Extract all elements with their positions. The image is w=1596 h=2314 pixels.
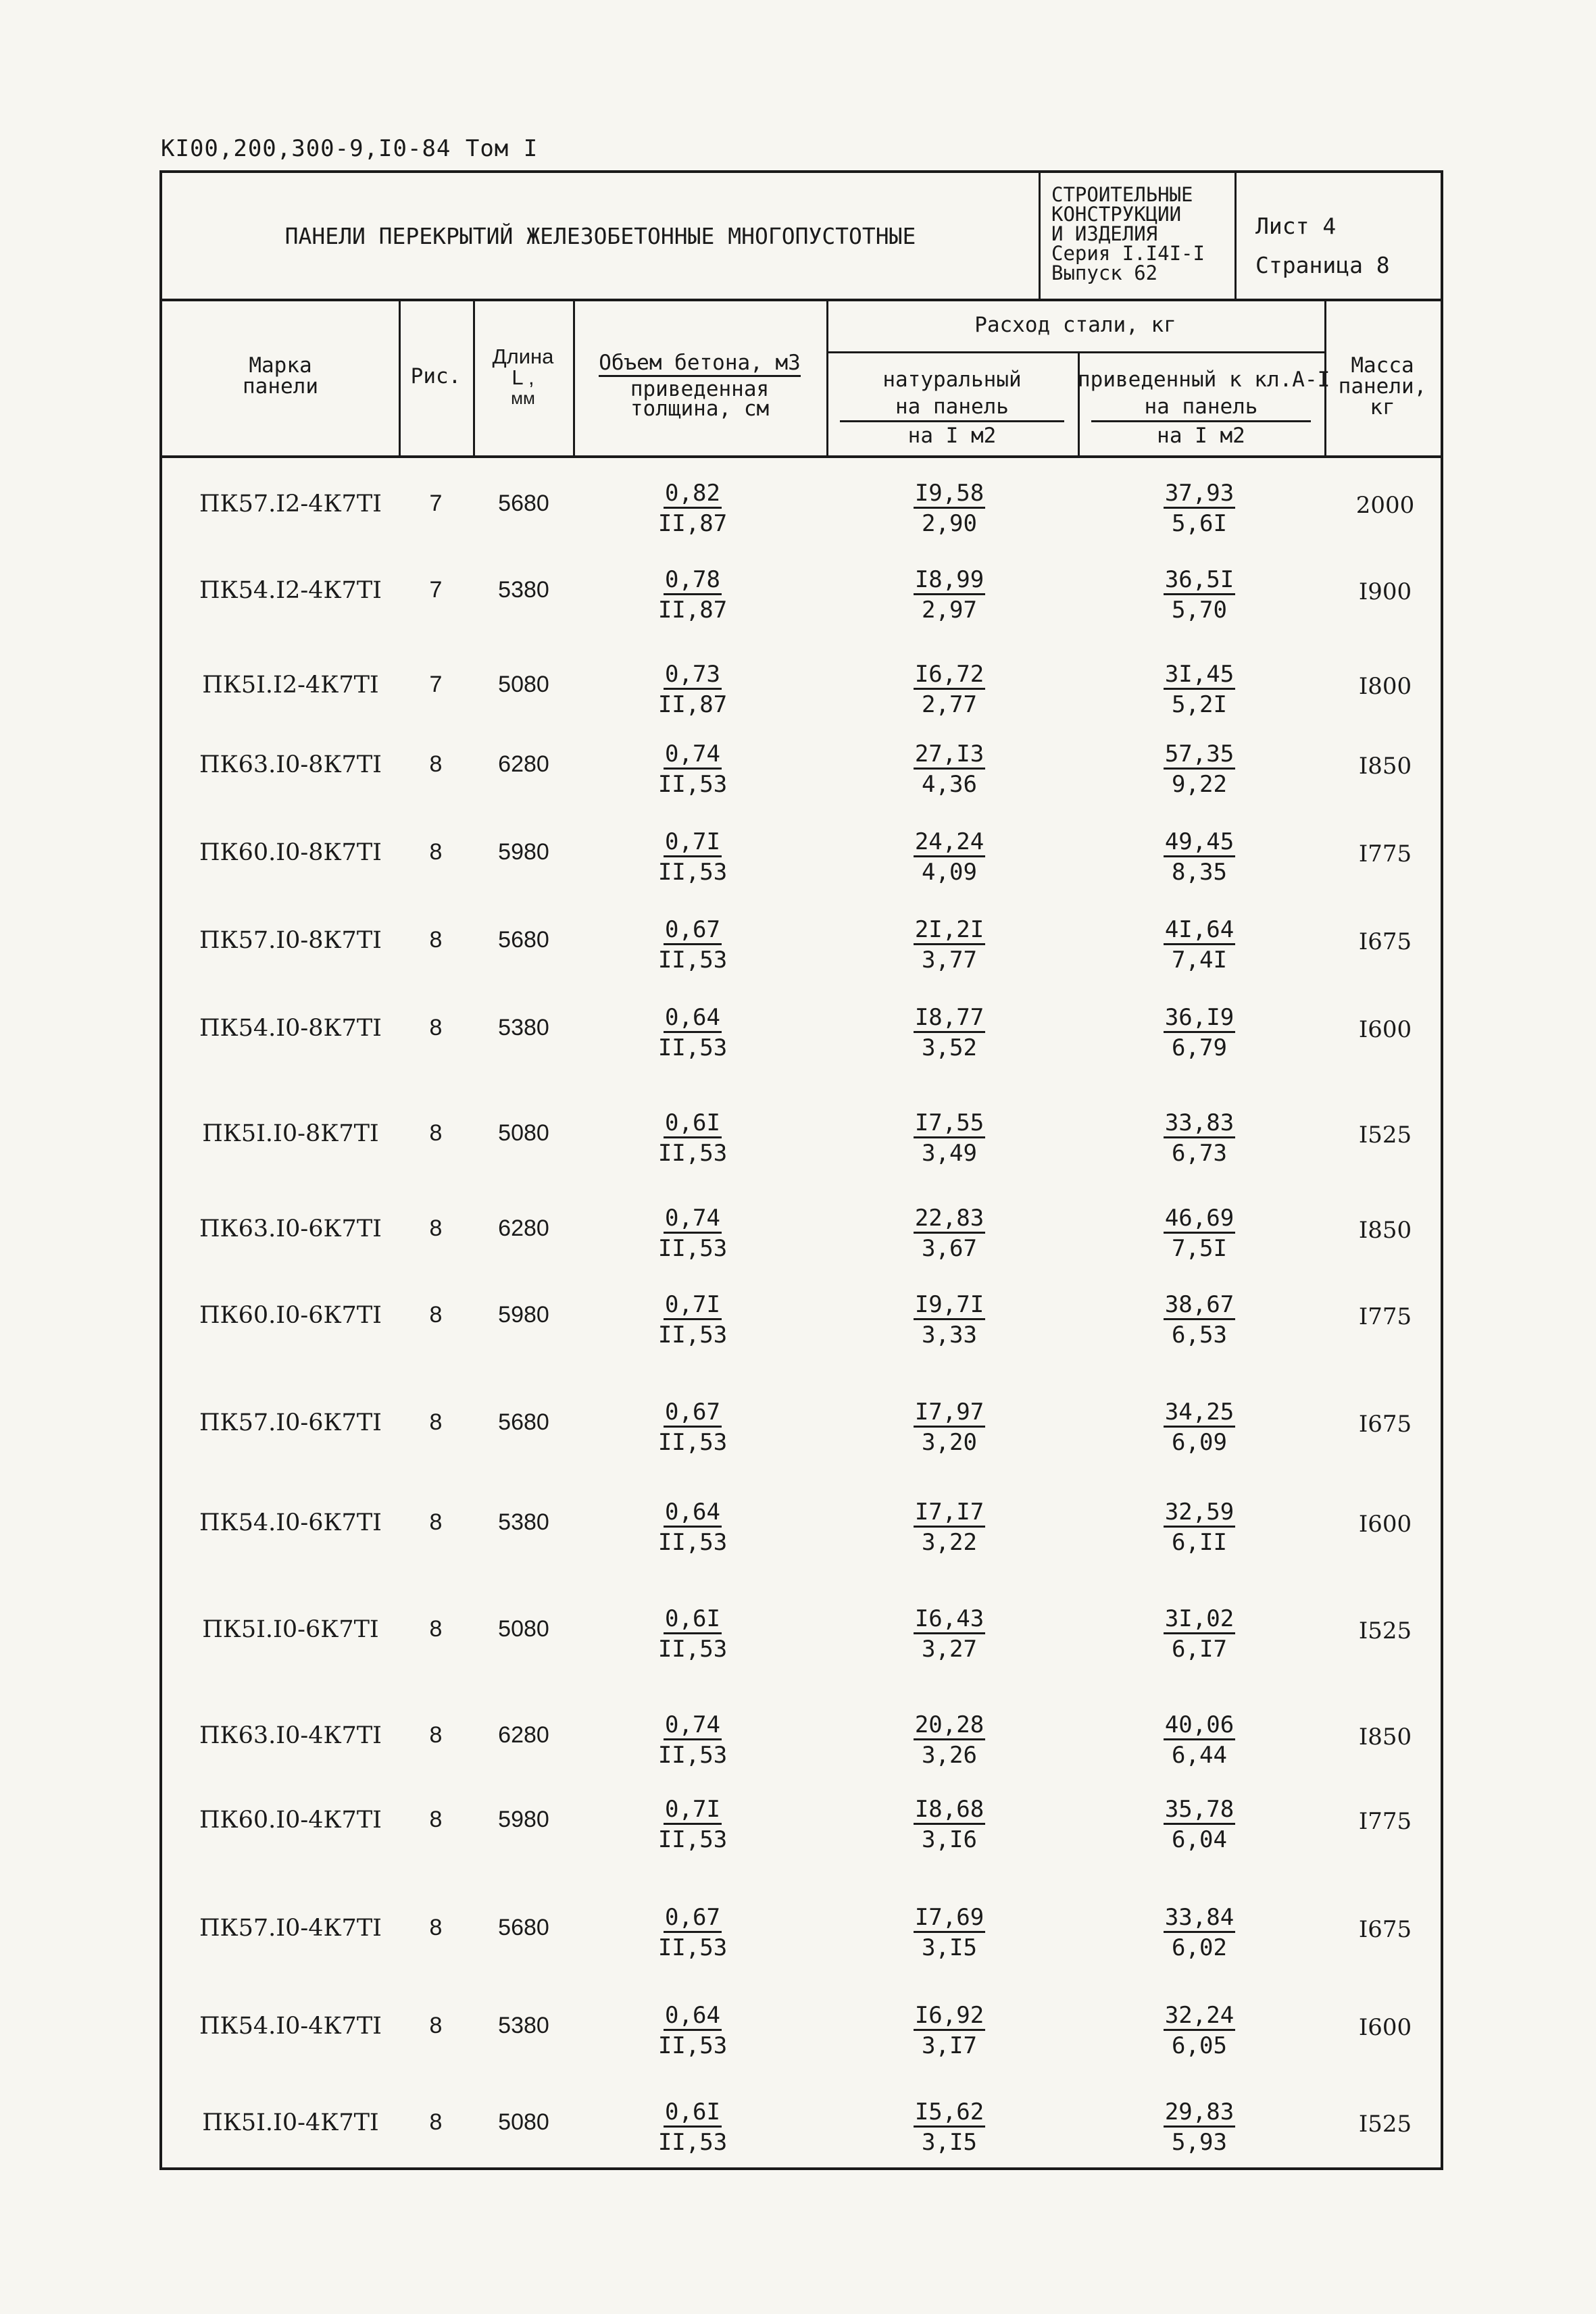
- series-block: [1041, 173, 1237, 299]
- figure-number: 8: [429, 1215, 443, 1241]
- steel-reduced-top: 3I,45: [1164, 661, 1235, 690]
- steel-reduced-bottom: 9,22: [1172, 771, 1227, 798]
- steel-reduced-bottom: 6,79: [1172, 1034, 1227, 1061]
- steel-natural: [838, 1497, 1061, 1557]
- panel-mass: I850: [1358, 753, 1412, 780]
- panel-mass: I775: [1358, 1303, 1412, 1330]
- panel-mark: ПК63.I0-6К7ТI: [199, 1215, 382, 1242]
- table-row: [162, 739, 1441, 813]
- series-line: СТРОИТЕЛЬНЫЕ: [1051, 183, 1193, 206]
- concrete-volume: [581, 1003, 804, 1063]
- col-volume-label: [573, 353, 826, 419]
- steel-natural-bottom: 3,67: [922, 1235, 977, 1262]
- panel-length: 5380: [498, 1015, 549, 1040]
- steel-reduced-bottom: 6,02: [1172, 1934, 1227, 1961]
- steel-natural-top: 20,28: [914, 1711, 985, 1740]
- col-mass-label: [1324, 355, 1441, 418]
- table-row: [162, 1794, 1441, 1869]
- panel-mass: 2000: [1355, 492, 1415, 519]
- panel-mass: I600: [1358, 2014, 1412, 2041]
- steel-reduced-bottom: 6,53: [1172, 1322, 1227, 1349]
- concrete-volume-top: 0,6I: [664, 1605, 722, 1634]
- figure-number: 8: [429, 1915, 443, 1940]
- panel-mass: I525: [1358, 1122, 1412, 1149]
- table-row: [162, 1003, 1441, 1077]
- steel-reduced-bottom: 5,70: [1172, 597, 1227, 624]
- panel-length: 5680: [498, 927, 549, 953]
- concrete-volume: [581, 2097, 804, 2157]
- steel-natural: [838, 1604, 1061, 1664]
- steel-natural: [838, 1203, 1061, 1263]
- steel-natural-bottom: 3,49: [922, 1140, 977, 1167]
- steel-natural: [838, 478, 1061, 538]
- col-reduced-label: [1078, 366, 1330, 449]
- steel-natural-top: 22,83: [914, 1205, 985, 1234]
- document-title: ПАНЕЛИ ПЕРЕКРЫТИЙ ЖЕЛЕЗОБЕТОННЫЕ МНОГОПУСТОТНЫЕ: [162, 173, 1041, 299]
- steel-reduced-top: 37,93: [1164, 480, 1235, 509]
- steel-reduced: [1088, 2001, 1311, 2061]
- steel-reduced-bottom: 6,09: [1172, 1429, 1227, 1456]
- panel-mark: ПК5I.I0-8К7ТI: [202, 1120, 379, 1147]
- col-natural-title: натуральный: [882, 368, 1022, 392]
- figure-number: 8: [429, 1616, 443, 1642]
- panel-mass: I600: [1358, 1016, 1412, 1043]
- series-line: И ИЗДЕЛИЯ: [1051, 222, 1158, 245]
- table-row: [162, 1903, 1441, 1977]
- panel-length: 5080: [498, 672, 549, 697]
- steel-natural: [838, 1794, 1061, 1855]
- sheet-number: Лист 4: [1255, 213, 1337, 239]
- panel-mass: I800: [1358, 673, 1412, 700]
- concrete-volume-top: 0,64: [664, 1004, 722, 1033]
- figure-number: 7: [429, 577, 443, 603]
- concrete-volume-bottom: II,53: [657, 1742, 728, 1769]
- col-fig-label: Рис.: [410, 364, 462, 388]
- panel-mark: ПК5I.I0-6К7ТI: [202, 1616, 379, 1643]
- steel-natural: [838, 2097, 1061, 2157]
- figure-number: 8: [429, 927, 443, 953]
- concrete-volume-top: 0,67: [664, 1904, 722, 1933]
- steel-natural: [838, 1903, 1061, 1963]
- steel-natural-bottom: 3,I5: [922, 1934, 977, 1961]
- steel-reduced-top: 46,69: [1164, 1205, 1235, 1234]
- panel-mass: I850: [1358, 1724, 1412, 1751]
- panel-length: 5080: [498, 1120, 549, 1146]
- steel-reduced-bottom: 6,73: [1172, 1140, 1227, 1167]
- steel-natural: [838, 915, 1061, 975]
- panel-length: 5380: [498, 577, 549, 603]
- figure-number: 8: [429, 1509, 443, 1535]
- steel-reduced: [1088, 1794, 1311, 1855]
- concrete-volume: [581, 827, 804, 887]
- panel-mark: ПК63.I0-8К7ТI: [199, 751, 382, 778]
- concrete-volume-bottom: II,53: [657, 947, 728, 974]
- col-reduced-per-m2: на I м2: [1157, 424, 1245, 448]
- concrete-volume-bottom: II,53: [657, 1934, 728, 1961]
- concrete-volume-top: 0,74: [664, 1205, 722, 1234]
- steel-natural-bottom: 3,52: [922, 1034, 977, 1061]
- table-frame: [159, 170, 1443, 2170]
- concrete-volume: [581, 1397, 804, 1457]
- steel-reduced-top: 4I,64: [1164, 916, 1235, 945]
- steel-natural-top: 24,24: [914, 828, 985, 857]
- col-length-line3: мм: [511, 388, 535, 408]
- steel-natural: [838, 827, 1061, 887]
- steel-natural-top: I7,55: [914, 1109, 985, 1138]
- table-row: [162, 2097, 1441, 2171]
- steel-natural-top: I8,68: [914, 1796, 985, 1825]
- concrete-volume: [581, 1794, 804, 1855]
- col-reduced-title: приведенный к кл.А-I: [1078, 368, 1330, 392]
- concrete-volume-bottom: II,53: [657, 859, 728, 886]
- steel-reduced-top: 40,06: [1164, 1711, 1235, 1740]
- figure-number: 8: [429, 839, 443, 865]
- steel-reduced: [1088, 565, 1311, 625]
- steel-reduced-top: 38,67: [1164, 1291, 1235, 1320]
- concrete-volume-bottom: II,87: [657, 510, 728, 537]
- steel-reduced: [1088, 915, 1311, 975]
- panel-length: 5980: [498, 1807, 549, 1832]
- panel-mark: ПК54.I0-6К7ТI: [199, 1509, 382, 1536]
- steel-reduced: [1088, 1497, 1311, 1557]
- concrete-volume-top: 0,67: [664, 1399, 722, 1428]
- steel-natural-bottom: 3,I7: [922, 2032, 977, 2059]
- concrete-volume-top: 0,67: [664, 916, 722, 945]
- concrete-volume: [581, 659, 804, 720]
- table-row: [162, 915, 1441, 989]
- steel-reduced-bottom: 7,4I: [1172, 947, 1227, 974]
- steel-natural-bottom: 4,09: [922, 859, 977, 886]
- figure-number: 8: [429, 2013, 443, 2038]
- panel-mark: ПК60.I0-6К7ТI: [199, 1302, 382, 1329]
- panel-length: 5680: [498, 1409, 549, 1435]
- steel-reduced: [1088, 478, 1311, 538]
- steel-reduced: [1088, 1397, 1311, 1457]
- panel-length: 6280: [498, 751, 549, 777]
- steel-reduced: [1088, 1108, 1311, 1168]
- table-row: [162, 659, 1441, 734]
- steel-natural-top: 27,I3: [914, 740, 985, 770]
- panel-mass: I675: [1358, 928, 1412, 955]
- figure-number: 8: [429, 2109, 443, 2135]
- concrete-volume: [581, 2001, 804, 2061]
- page-number: Страница 8: [1255, 252, 1390, 278]
- panel-length: 5080: [498, 1616, 549, 1642]
- panel-mass: I525: [1358, 2111, 1412, 2138]
- steel-natural-top: I8,99: [914, 566, 985, 595]
- concrete-volume-bottom: II,53: [657, 1235, 728, 1262]
- concrete-volume: [581, 1108, 804, 1168]
- steel-natural-top: I6,92: [914, 2002, 985, 2031]
- concrete-volume-top: 0,74: [664, 1711, 722, 1740]
- table-row: [162, 1710, 1441, 1784]
- steel-natural-top: I7,I7: [914, 1499, 985, 1528]
- steel-reduced-top: 35,78: [1164, 1796, 1235, 1825]
- steel-reduced-top: 33,84: [1164, 1904, 1235, 1933]
- steel-reduced-top: 36,5I: [1164, 566, 1235, 595]
- concrete-volume-bottom: II,53: [657, 2129, 728, 2156]
- panel-mark: ПК60.I0-8К7ТI: [199, 839, 382, 866]
- panel-mark: ПК5I.I2-4К7ТI: [202, 672, 379, 699]
- figure-number: 7: [429, 491, 443, 516]
- steel-reduced-bottom: 7,5I: [1172, 1235, 1227, 1262]
- concrete-volume-top: 0,7I: [664, 1291, 722, 1320]
- concrete-volume-bottom: II,53: [657, 1429, 728, 1456]
- table-row: [162, 1497, 1441, 1571]
- panel-mark: ПК63.I0-4К7ТI: [199, 1722, 382, 1749]
- steel-natural-bottom: 3,33: [922, 1322, 977, 1349]
- concrete-volume-top: 0,73: [664, 661, 722, 690]
- panel-mass: I900: [1358, 578, 1412, 605]
- panel-length: 5380: [498, 2013, 549, 2038]
- steel-natural: [838, 2001, 1061, 2061]
- steel-natural-top: I7,97: [914, 1399, 985, 1428]
- panel-mark: ПК5I.I0-4К7ТI: [202, 2109, 379, 2136]
- panel-mass: I850: [1358, 1217, 1412, 1244]
- col-length-label: [473, 346, 573, 409]
- col-mass-line3: кг: [1370, 395, 1395, 420]
- steel-reduced-top: 29,83: [1164, 2098, 1235, 2128]
- steel-natural-top: I9,7I: [914, 1291, 985, 1320]
- steel-reduced-bottom: 6,05: [1172, 2032, 1227, 2059]
- concrete-volume-top: 0,7I: [664, 828, 722, 857]
- concrete-volume: [581, 1290, 804, 1350]
- concrete-volume-bottom: II,87: [657, 691, 728, 718]
- concrete-volume-bottom: II,53: [657, 1529, 728, 1556]
- steel-reduced-bottom: 8,35: [1172, 859, 1227, 886]
- panel-mass: I525: [1358, 1617, 1412, 1644]
- concrete-volume-top: 0,7I: [664, 1796, 722, 1825]
- panel-mass: I675: [1358, 1411, 1412, 1438]
- sheet-block: [1237, 173, 1441, 299]
- steel-reduced-bottom: 5,2I: [1172, 691, 1227, 718]
- table-row: [162, 1108, 1441, 1182]
- steel-natural-bottom: 4,36: [922, 771, 977, 798]
- concrete-volume: [581, 1604, 804, 1664]
- concrete-volume: [581, 1710, 804, 1770]
- steel-reduced-bottom: 5,93: [1172, 2129, 1227, 2156]
- panel-length: 5980: [498, 839, 549, 865]
- steel-reduced-top: 36,I9: [1164, 1004, 1235, 1033]
- panel-mark: ПК57.I0-6К7ТI: [199, 1409, 382, 1436]
- figure-number: 8: [429, 1120, 443, 1146]
- document-code: КI00,200,300-9,I0-84 Том I: [161, 135, 539, 162]
- steel-reduced-bottom: 6,I7: [1172, 1636, 1227, 1663]
- steel-natural-bottom: 3,27: [922, 1636, 977, 1663]
- figure-number: 8: [429, 1015, 443, 1040]
- table-row: [162, 1290, 1441, 1364]
- col-natural-per-m2: на I м2: [907, 424, 997, 448]
- figure-number: 8: [429, 1409, 443, 1435]
- concrete-volume-top: 0,82: [664, 480, 722, 509]
- panel-length: 5980: [498, 1302, 549, 1328]
- figure-number: 8: [429, 1302, 443, 1328]
- concrete-volume-bottom: II,53: [657, 1826, 728, 1853]
- table-row: [162, 1203, 1441, 1278]
- concrete-volume-top: 0,78: [664, 566, 722, 595]
- figure-number: 8: [429, 1807, 443, 1832]
- panel-mark: ПК57.I0-8К7ТI: [199, 927, 382, 954]
- steel-natural-bottom: 3,26: [922, 1742, 977, 1769]
- panel-mark: ПК57.I2-4К7ТI: [199, 491, 382, 518]
- figure-number: 7: [429, 672, 443, 697]
- steel-reduced: [1088, 1203, 1311, 1263]
- steel-reduced-bottom: 6,II: [1172, 1529, 1227, 1556]
- steel-reduced-top: 57,35: [1164, 740, 1235, 770]
- steel-reduced-bottom: 5,6I: [1172, 510, 1227, 537]
- steel-natural-bottom: 3,77: [922, 947, 977, 974]
- steel-reduced: [1088, 659, 1311, 720]
- concrete-volume-top: 0,74: [664, 740, 722, 770]
- steel-natural-top: I6,43: [914, 1605, 985, 1634]
- steel-natural-bottom: 3,I5: [922, 2129, 977, 2156]
- concrete-volume: [581, 1903, 804, 1963]
- table-row: [162, 1604, 1441, 1678]
- panel-mark: ПК54.I0-4К7ТI: [199, 2013, 382, 2040]
- panel-mass: I600: [1358, 1511, 1412, 1538]
- col-mark-label: [162, 355, 399, 397]
- table-row: [162, 565, 1441, 639]
- col-reduced-per-panel: на панель: [1091, 393, 1311, 422]
- panel-length: 6280: [498, 1722, 549, 1748]
- col-steel-label: Расход стали, кг: [974, 313, 1176, 337]
- col-volume-top: Объем бетона, м3: [599, 353, 801, 377]
- table-row: [162, 1397, 1441, 1472]
- steel-reduced-bottom: 6,44: [1172, 1742, 1227, 1769]
- col-natural-label: [826, 366, 1078, 449]
- steel-natural-bottom: 2,90: [922, 510, 977, 537]
- figure-number: 8: [429, 751, 443, 777]
- concrete-volume-top: 0,64: [664, 1499, 722, 1528]
- steel-natural: [838, 1710, 1061, 1770]
- series-line: Выпуск 62: [1051, 261, 1158, 284]
- concrete-volume: [581, 1497, 804, 1557]
- concrete-volume: [581, 915, 804, 975]
- table-row: [162, 2001, 1441, 2075]
- col-mass-line2: панели,: [1338, 374, 1427, 399]
- concrete-volume-bottom: II,53: [657, 2032, 728, 2059]
- steel-reduced-top: 32,24: [1164, 2002, 1235, 2031]
- steel-reduced: [1088, 1290, 1311, 1350]
- steel-reduced: [1088, 827, 1311, 887]
- col-length-line2: L ,: [512, 366, 534, 389]
- steel-natural-top: I5,62: [914, 2098, 985, 2128]
- panel-mark: ПК54.I2-4К7ТI: [199, 577, 382, 604]
- steel-reduced-top: 3I,02: [1164, 1605, 1235, 1634]
- steel-reduced-top: 34,25: [1164, 1399, 1235, 1428]
- concrete-volume-bottom: II,53: [657, 1322, 728, 1349]
- steel-natural-bottom: 3,20: [922, 1429, 977, 1456]
- concrete-volume: [581, 565, 804, 625]
- table-row: [162, 478, 1441, 553]
- steel-natural-top: I8,77: [914, 1004, 985, 1033]
- panel-mark: ПК57.I0-4К7ТI: [199, 1915, 382, 1942]
- concrete-volume-bottom: II,53: [657, 1636, 728, 1663]
- steel-reduced: [1088, 1710, 1311, 1770]
- steel-natural: [838, 1397, 1061, 1457]
- col-natural-per-panel: на панель: [840, 393, 1064, 422]
- table-row: [162, 827, 1441, 901]
- steel-natural-bottom: 3,22: [922, 1529, 977, 1556]
- steel-natural-top: I9,58: [914, 480, 985, 509]
- concrete-volume: [581, 1203, 804, 1263]
- concrete-volume-bottom: II,87: [657, 597, 728, 624]
- col-mark-text: Марка панели: [243, 353, 318, 399]
- steel-reduced: [1088, 1903, 1311, 1963]
- steel-natural: [838, 1108, 1061, 1168]
- steel-natural-bottom: 2,97: [922, 597, 977, 624]
- concrete-volume-top: 0,6I: [664, 1109, 722, 1138]
- panel-length: 5680: [498, 1915, 549, 1940]
- panel-mark: ПК54.I0-8К7ТI: [199, 1015, 382, 1042]
- steel-natural: [838, 659, 1061, 720]
- steel-reduced: [1088, 739, 1311, 799]
- concrete-volume-top: 0,6I: [664, 2098, 722, 2128]
- series-line: Серия I.I4I-I: [1051, 242, 1205, 265]
- col-mass-line1: Масса: [1351, 353, 1414, 378]
- steel-natural: [838, 739, 1061, 799]
- concrete-volume-bottom: II,53: [657, 1140, 728, 1167]
- panel-mass: I675: [1358, 1916, 1412, 1943]
- steel-reduced-top: 32,59: [1164, 1499, 1235, 1528]
- steel-reduced-top: 49,45: [1164, 828, 1235, 857]
- series-line: КОНСТРУКЦИИ: [1051, 203, 1182, 226]
- steel-natural: [838, 1290, 1061, 1350]
- column-header: [162, 299, 1441, 458]
- col-volume-bottom: приведенная толщина, см: [630, 377, 770, 421]
- steel-natural-bottom: 3,I6: [922, 1826, 977, 1853]
- steel-natural-top: I7,69: [914, 1904, 985, 1933]
- panel-mark: ПК60.I0-4К7ТI: [199, 1807, 382, 1834]
- steel-reduced: [1088, 2097, 1311, 2157]
- steel-natural: [838, 565, 1061, 625]
- panel-mass: I775: [1358, 1808, 1412, 1835]
- concrete-volume-bottom: II,53: [657, 771, 728, 798]
- figure-number: 8: [429, 1722, 443, 1748]
- concrete-volume: [581, 478, 804, 538]
- panel-length: 6280: [498, 1215, 549, 1241]
- steel-reduced: [1088, 1604, 1311, 1664]
- title-block: [162, 173, 1441, 301]
- panel-length: 5080: [498, 2109, 549, 2135]
- steel-reduced-bottom: 6,04: [1172, 1826, 1227, 1853]
- steel-natural-top: 2I,2I: [914, 916, 985, 945]
- panel-mass: I775: [1358, 840, 1412, 867]
- concrete-volume: [581, 739, 804, 799]
- panel-length: 5680: [498, 491, 549, 516]
- steel-natural-bottom: 2,77: [922, 691, 977, 718]
- steel-reduced: [1088, 1003, 1311, 1063]
- concrete-volume-top: 0,64: [664, 2002, 722, 2031]
- concrete-volume-bottom: II,53: [657, 1034, 728, 1061]
- col-length-line1: Длина: [492, 345, 554, 368]
- steel-natural-top: I6,72: [914, 661, 985, 690]
- panel-length: 5380: [498, 1509, 549, 1535]
- steel-natural: [838, 1003, 1061, 1063]
- steel-reduced-top: 33,83: [1164, 1109, 1235, 1138]
